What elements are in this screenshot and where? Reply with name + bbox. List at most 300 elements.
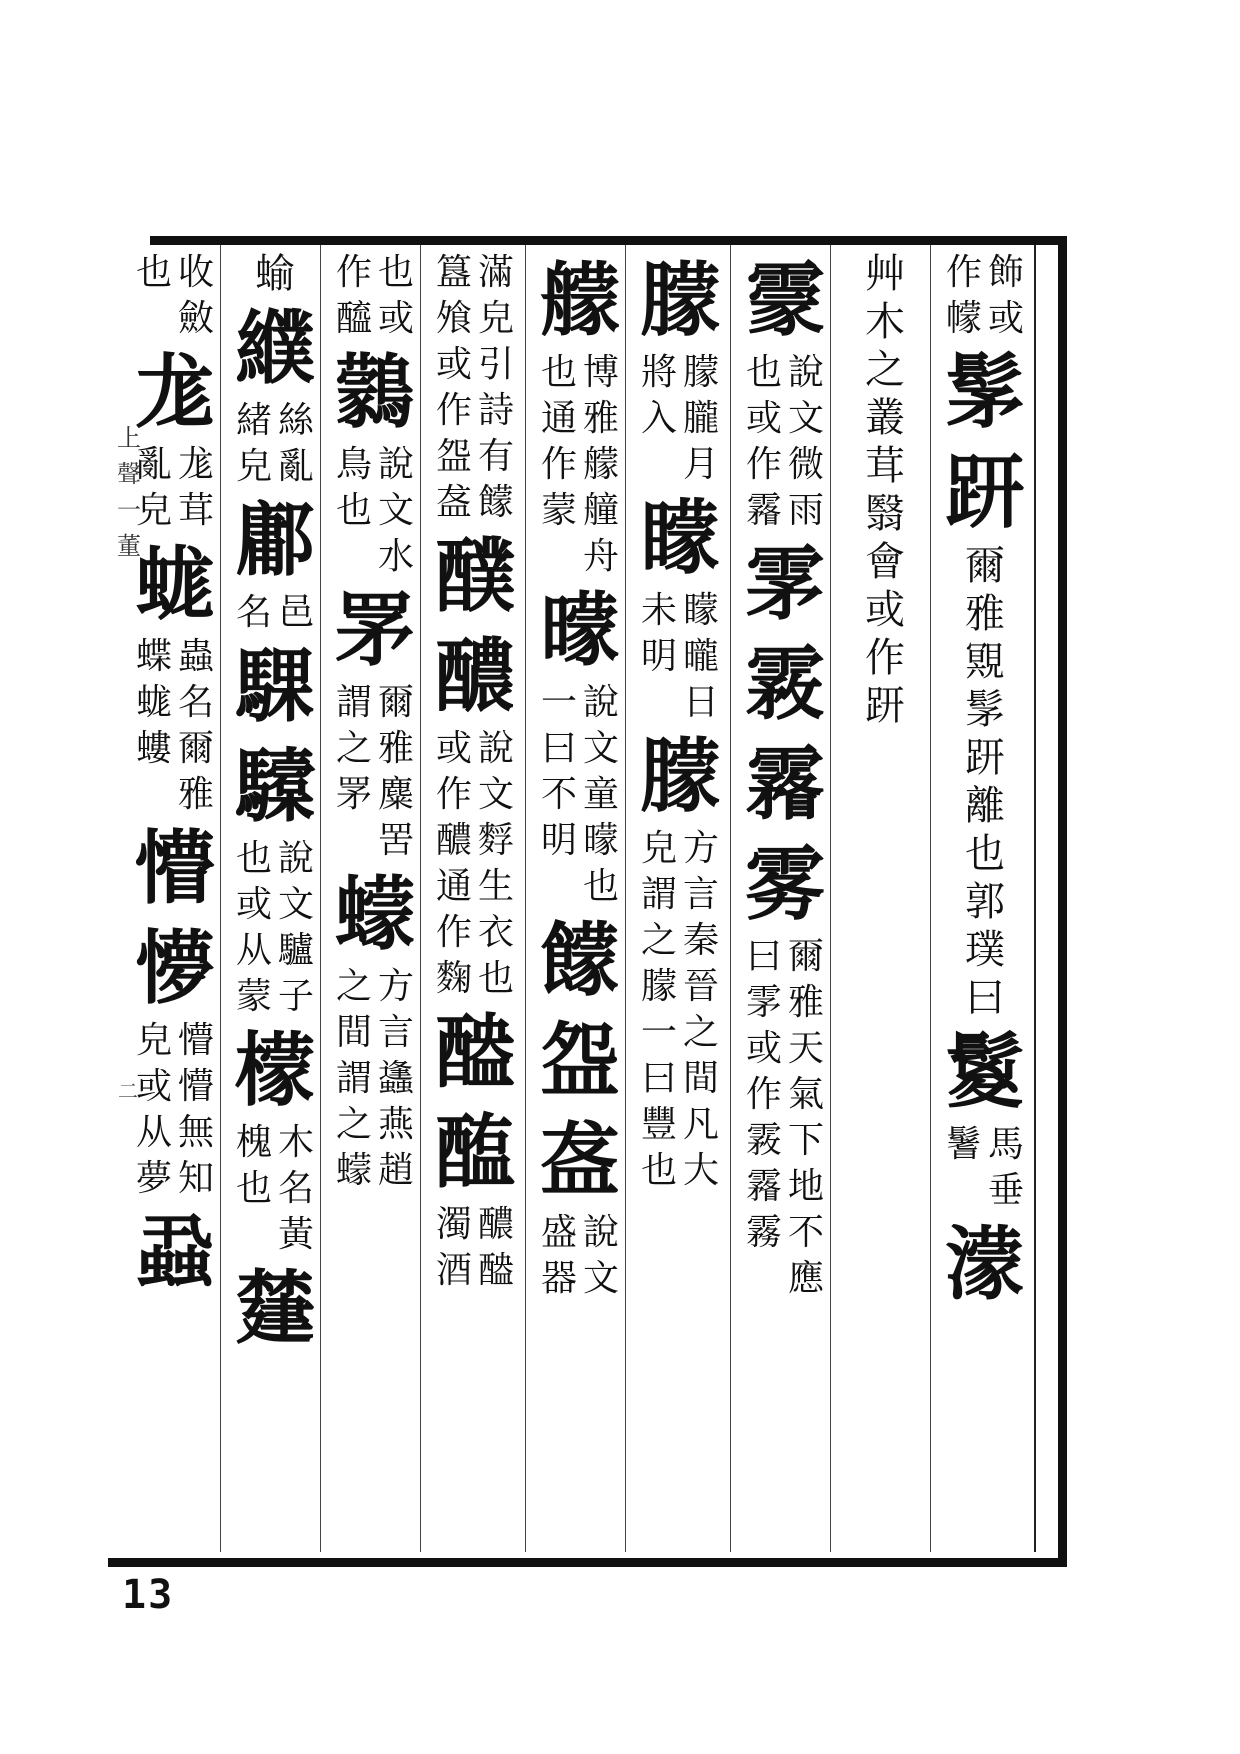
gloss-char: 曰 [540, 728, 577, 769]
gloss-char: 大 [683, 1150, 720, 1191]
text-column [940, 250, 1030, 1550]
gloss-char: 从 [135, 1112, 172, 1153]
double-line-gloss [136, 1018, 214, 1202]
double-line-gloss [336, 964, 414, 1194]
headword-char: 驝 [235, 739, 315, 833]
gloss-char: 豐 [640, 1104, 677, 1145]
headword-char: 尨 [135, 345, 215, 439]
gloss-char: 作 [745, 444, 782, 485]
gloss-char: 方 [683, 828, 720, 869]
headword-char: 盋 [540, 1113, 620, 1207]
gloss-char: 簋 [435, 252, 472, 293]
gloss-char: 間 [335, 1012, 372, 1053]
gloss-char: 也 [478, 958, 515, 999]
gloss-char: 也 [583, 866, 620, 907]
gloss-char: 幪 [945, 298, 982, 339]
gloss-char: 器 [540, 1258, 577, 1299]
double-line-gloss [436, 726, 514, 1002]
gloss-char: 文 [378, 490, 415, 531]
gloss-char: 醯 [335, 298, 372, 339]
gloss-char: 知 [178, 1158, 215, 1199]
gloss-line [278, 1120, 314, 1258]
headword-char: 矇 [640, 491, 720, 585]
gloss-char: 蝓 [255, 251, 295, 297]
gloss-char: 䴸 [478, 820, 515, 861]
gloss-line [336, 680, 372, 864]
gloss-char: 艨 [583, 444, 620, 485]
gloss-char: 或 [235, 884, 272, 925]
gloss-line [641, 826, 677, 1194]
gloss-line [788, 934, 824, 1302]
gloss-char: 博 [583, 352, 620, 393]
gloss-char: 也 [135, 252, 172, 293]
gloss-char: 或 [745, 398, 782, 439]
gloss-char: 蠭 [378, 1058, 415, 1099]
gloss-char: 濁 [435, 1204, 472, 1245]
headword-char: 盌 [540, 1013, 620, 1107]
double-line-gloss [436, 1202, 514, 1294]
gloss-char: 文 [583, 728, 620, 769]
gloss-char: 罞 [335, 774, 372, 815]
gloss-char: 雅 [583, 398, 620, 439]
gloss-line [541, 1210, 577, 1302]
gloss-char: 趼 [965, 735, 1005, 781]
gloss-line [178, 634, 214, 818]
gloss-char: 璞 [965, 927, 1005, 973]
column-rule [525, 245, 526, 1552]
gloss-line [478, 1202, 514, 1294]
gloss-char: 亂 [278, 446, 315, 487]
gloss-char: 蝶 [135, 636, 172, 677]
double-line-gloss [746, 934, 824, 1302]
gloss-char: 文 [583, 1258, 620, 1299]
gloss-char: 霿 [745, 490, 782, 531]
gloss-line [641, 588, 677, 726]
gloss-char: 或 [135, 1066, 172, 1107]
gloss-char: 也 [745, 352, 782, 393]
margin-char: 一 [117, 496, 141, 524]
gloss-char: 蒙 [540, 490, 577, 531]
gloss-line [336, 442, 372, 580]
gloss-char: 盋 [435, 482, 472, 523]
gloss-char: 或 [988, 298, 1025, 339]
gloss-line [541, 680, 577, 910]
gloss-char: 爾 [178, 728, 215, 769]
gloss-line [136, 634, 172, 818]
gloss-char: 或 [865, 587, 905, 633]
gloss-char: 螻 [135, 728, 172, 769]
gloss-char: 雅 [378, 728, 415, 769]
headword-char: 饛 [540, 913, 620, 1007]
gloss-char: 作 [540, 444, 577, 485]
gloss-line [178, 442, 214, 534]
gloss-char: 童 [583, 774, 620, 815]
gloss-char: 明 [540, 820, 577, 861]
column-rule [930, 245, 931, 1552]
double-line-gloss [641, 588, 719, 726]
double-line-gloss [136, 442, 214, 534]
gloss-line [236, 1120, 272, 1258]
headword-char: 㯬 [235, 1261, 315, 1355]
double-line-gloss [136, 250, 214, 342]
headword-char: 懜 [135, 921, 215, 1015]
headword-char: 霚 [745, 637, 825, 731]
gloss-line [378, 680, 414, 864]
gloss-char: 謂 [335, 1058, 372, 1099]
margin-char: 聲 [117, 460, 141, 488]
gloss-line [278, 398, 314, 490]
gloss-char: 有 [478, 436, 515, 477]
gloss-char: 酒 [435, 1250, 472, 1291]
gloss-char: 邑 [278, 592, 315, 633]
gloss-char: 或 [435, 728, 472, 769]
gloss-char: 地 [788, 1166, 825, 1207]
gloss-char: 曰 [745, 936, 782, 977]
gloss-char: 通 [540, 398, 577, 439]
gloss-char: 滿 [478, 252, 515, 293]
gloss-line [236, 836, 272, 1020]
double-line-gloss [746, 350, 824, 534]
gloss-char: 雨 [788, 490, 825, 531]
gloss-char: 霿 [745, 1166, 782, 1207]
column-rule [420, 245, 421, 1552]
column-rule [830, 245, 831, 1552]
gloss-line [641, 350, 677, 488]
gloss-char: 水 [378, 536, 415, 577]
gloss-char: 氣 [788, 1074, 825, 1115]
gloss-char: 離 [965, 783, 1005, 829]
gloss-char: 垂 [988, 1170, 1025, 1211]
gloss-char: 無 [178, 1112, 215, 1153]
frame-top-rule [150, 236, 1067, 245]
gloss-line [478, 726, 514, 1002]
gloss-char: 雅 [965, 591, 1005, 637]
gloss-line [541, 350, 577, 580]
gloss-char: 翳 [865, 491, 905, 537]
headword-char: 檬 [235, 1023, 315, 1117]
double-line-gloss [541, 1210, 619, 1302]
gloss-char: 名 [178, 682, 215, 723]
gloss-char: 謂 [640, 874, 677, 915]
column-rule [625, 245, 626, 1552]
gloss-char: 懵 [178, 1066, 215, 1107]
gloss-char: 未 [640, 590, 677, 631]
gloss-char: 尨 [178, 444, 215, 485]
gloss-char: 說 [583, 682, 620, 723]
gloss-char: 燕 [378, 1104, 415, 1145]
double-line-gloss [946, 1122, 1024, 1214]
gloss-char: 作 [335, 252, 372, 293]
gloss-char: 也 [235, 1168, 272, 1209]
gloss-char: 說 [583, 1212, 620, 1253]
gloss-char: 皃 [135, 1020, 172, 1061]
gloss-line [946, 1122, 982, 1214]
headword-char: 醭 [435, 529, 515, 623]
gloss-char: 叢 [865, 395, 905, 441]
gloss-char: 或 [435, 344, 472, 385]
gloss-char: 皃 [478, 298, 515, 339]
gloss-char: 生 [478, 866, 515, 907]
gloss-char: 下 [788, 1120, 825, 1161]
double-line-gloss [336, 442, 414, 580]
gloss-char: 通 [435, 866, 472, 907]
text-column [130, 250, 220, 1550]
gloss-char: 皃 [135, 490, 172, 531]
headword-char: 醲 [435, 629, 515, 723]
gloss-char: 名 [235, 592, 272, 633]
gloss-char: 朦 [640, 966, 677, 1007]
gloss-char: 髳 [965, 687, 1005, 733]
gloss-line [683, 588, 719, 726]
headword-char: 雾 [745, 837, 825, 931]
text-column [840, 250, 930, 1550]
gloss-char: 不 [788, 1212, 825, 1253]
gloss-char: 衣 [478, 912, 515, 953]
double-line-gloss [541, 680, 619, 910]
gloss-char: 明 [640, 636, 677, 677]
gloss-char: 收 [178, 252, 215, 293]
gloss-char: 文 [478, 774, 515, 815]
headword-char: 雺 [745, 537, 825, 631]
gloss-char: 緒 [235, 400, 272, 441]
gloss-char: 飧 [435, 298, 472, 339]
gloss-char: 蛖 [135, 682, 172, 723]
gloss-char: 也 [378, 252, 415, 293]
margin-char: 董 [117, 532, 141, 560]
double-line-gloss [136, 634, 214, 818]
gloss-char: 一 [640, 1012, 677, 1053]
gloss-char: 趼 [865, 683, 905, 729]
headword-char: 霥 [745, 253, 825, 347]
gloss-char: 蟲 [178, 636, 215, 677]
gloss-char: 曚 [583, 820, 620, 861]
gloss-char: 晉 [683, 966, 720, 1007]
gloss-char: 茸 [865, 443, 905, 489]
double-line-gloss [946, 250, 1024, 342]
text-column [430, 250, 520, 1550]
gloss-char: 茸 [178, 490, 215, 531]
gloss-char: 之 [335, 1104, 372, 1145]
headword-char: 鬉 [945, 1025, 1025, 1119]
gloss-char: 艟 [583, 490, 620, 531]
headword-char: 髳 [945, 345, 1025, 439]
headword-char: 騍 [235, 639, 315, 733]
gloss-line [278, 836, 314, 1020]
gloss-char: 名 [278, 1168, 315, 1209]
gloss-char: 言 [683, 874, 720, 915]
double-line-gloss [336, 680, 414, 864]
margin-mark: 二 [118, 1079, 138, 1103]
gloss-char: 醲 [478, 1204, 515, 1245]
gloss-char: 月 [683, 444, 720, 485]
gloss-line [788, 350, 824, 534]
headword-char: 鸏 [335, 345, 415, 439]
page-number: 13 [122, 1572, 175, 1618]
headword-char: 醢 [435, 1105, 515, 1199]
gloss-char: 作 [435, 912, 472, 953]
gloss-char: 爾 [965, 543, 1005, 589]
gloss-line [378, 442, 414, 580]
headword-char: 蛖 [135, 537, 215, 631]
column-rule [320, 245, 321, 1552]
gloss-char: 木 [865, 299, 905, 345]
gloss-char: 夢 [135, 1158, 172, 1199]
gloss-line [746, 350, 782, 534]
gloss-char: 槐 [235, 1122, 272, 1163]
gloss-char: 木 [278, 1122, 315, 1163]
gloss-line [378, 250, 414, 342]
headword-char: 濛 [945, 1217, 1025, 1311]
headword-char: 鄘 [235, 493, 315, 587]
gloss-char: 罟 [378, 820, 415, 861]
gloss-char: 說 [478, 728, 515, 769]
gloss-line [236, 590, 272, 636]
double-line-gloss [236, 1120, 314, 1258]
gloss-char: 將 [640, 352, 677, 393]
gloss-char: 作 [435, 390, 472, 431]
gloss-char: 懵 [178, 1020, 215, 1061]
gloss-char: 趙 [378, 1150, 415, 1191]
text-column [330, 250, 420, 1550]
gloss-char: 朦 [683, 352, 720, 393]
gloss-char: 盛 [540, 1212, 577, 1253]
headword-char: 霿 [745, 737, 825, 831]
gloss-char: 盌 [435, 436, 472, 477]
gloss-line [988, 250, 1024, 342]
gloss-line [236, 398, 272, 490]
gloss-char: 言 [378, 1012, 415, 1053]
headword-char: 朦 [640, 729, 720, 823]
gloss-char: 雺 [745, 982, 782, 1023]
gloss-char: 也 [965, 831, 1005, 877]
gloss-char: 或 [745, 1028, 782, 1069]
gloss-char: 或 [378, 298, 415, 339]
gloss-char: 曨 [683, 636, 720, 677]
gloss-char: 鳥 [335, 444, 372, 485]
gloss-char: 斂 [178, 298, 215, 339]
gloss-char: 也 [640, 1150, 677, 1191]
headword-char: 趼 [945, 445, 1025, 539]
gloss-line [436, 250, 472, 526]
gloss-char: 雅 [178, 774, 215, 815]
gloss-char: 作 [865, 635, 905, 681]
gloss-line [436, 726, 472, 1002]
gloss-char: 作 [745, 1074, 782, 1115]
headword-char: 醠 [435, 1005, 515, 1099]
gloss-line [583, 350, 619, 580]
gloss-char: 亂 [135, 444, 172, 485]
headword-char: 纀 [235, 301, 315, 395]
gloss-char: 皃 [235, 446, 272, 487]
gloss-char: 絲 [278, 400, 315, 441]
gloss-char: 之 [335, 966, 372, 1007]
gloss-char: 之 [335, 728, 372, 769]
gloss-line [336, 964, 372, 1194]
gloss-line [178, 250, 214, 342]
gloss-char: 黃 [278, 1214, 315, 1255]
gloss-char: 驢 [278, 930, 315, 971]
gloss-char: 間 [683, 1058, 720, 1099]
double-line-gloss [641, 826, 719, 1194]
gloss-char: 也 [335, 490, 372, 531]
headword-char: 曚 [540, 583, 620, 677]
gloss-line [683, 350, 719, 488]
gloss-char: 醲 [435, 820, 472, 861]
gloss-char: 曰 [965, 975, 1005, 1021]
gloss-char: 蠓 [335, 1150, 372, 1191]
gloss-line [988, 1122, 1024, 1214]
headword-char: 艨 [540, 253, 620, 347]
gloss-char: 蒙 [235, 976, 272, 1017]
gloss-char: 天 [788, 1028, 825, 1069]
gloss-char: 引 [478, 344, 515, 385]
gloss-line [683, 826, 719, 1194]
gloss-char: 皃 [640, 828, 677, 869]
double-line-gloss [236, 398, 314, 490]
gloss-char: 說 [278, 838, 315, 879]
headword-char: 蠓 [335, 867, 415, 961]
gloss-char: 从 [235, 930, 272, 971]
gloss-char: 矇 [683, 590, 720, 631]
gloss-char: 作 [945, 252, 982, 293]
headword-char: 懵 [135, 821, 215, 915]
gloss-char: 艸 [865, 251, 905, 297]
headword-char: 朦 [640, 253, 720, 347]
gloss-char: 郭 [965, 879, 1005, 925]
headword-char: 蝨 [135, 1205, 215, 1299]
text-column [230, 250, 320, 1550]
text-column [535, 250, 625, 1550]
gloss-char: 謂 [335, 682, 372, 723]
gloss-char: 凡 [683, 1104, 720, 1145]
gloss-char: 也 [540, 352, 577, 393]
gloss-line [746, 934, 782, 1302]
gloss-char: 方 [378, 966, 415, 1007]
gloss-line [478, 250, 514, 526]
margin-char: 上 [117, 424, 141, 452]
gloss-char: 文 [278, 884, 315, 925]
gloss-char: 霚 [745, 1120, 782, 1161]
gloss-char: 舟 [583, 536, 620, 577]
headword-char: 罞 [335, 583, 415, 677]
double-line-gloss [641, 350, 719, 488]
gloss-char: 馬 [988, 1124, 1025, 1165]
gloss-char: 朧 [683, 398, 720, 439]
gloss-char: 覭 [965, 639, 1005, 685]
double-line-gloss [436, 250, 514, 526]
gloss-char: 微 [788, 444, 825, 485]
gloss-char: 曰 [640, 1058, 677, 1099]
gloss-char: 麴 [435, 958, 472, 999]
double-line-gloss [236, 590, 314, 636]
gloss-char: 爾 [788, 936, 825, 977]
gloss-char: 作 [435, 774, 472, 815]
gloss-char: 之 [640, 920, 677, 961]
gloss-line [946, 250, 982, 342]
frame-inner-rule [1034, 245, 1036, 1552]
gloss-line [378, 964, 414, 1194]
gloss-char: 不 [540, 774, 577, 815]
gloss-char: 霧 [745, 1212, 782, 1253]
gloss-line [436, 1202, 472, 1294]
gloss-char: 饛 [478, 482, 515, 523]
column-rule [220, 245, 221, 1552]
column-rule [730, 245, 731, 1552]
gloss-char: 秦 [683, 920, 720, 961]
double-line-gloss [541, 350, 619, 580]
gloss-char: 鬐 [945, 1124, 982, 1165]
gloss-char: 之 [683, 1012, 720, 1053]
